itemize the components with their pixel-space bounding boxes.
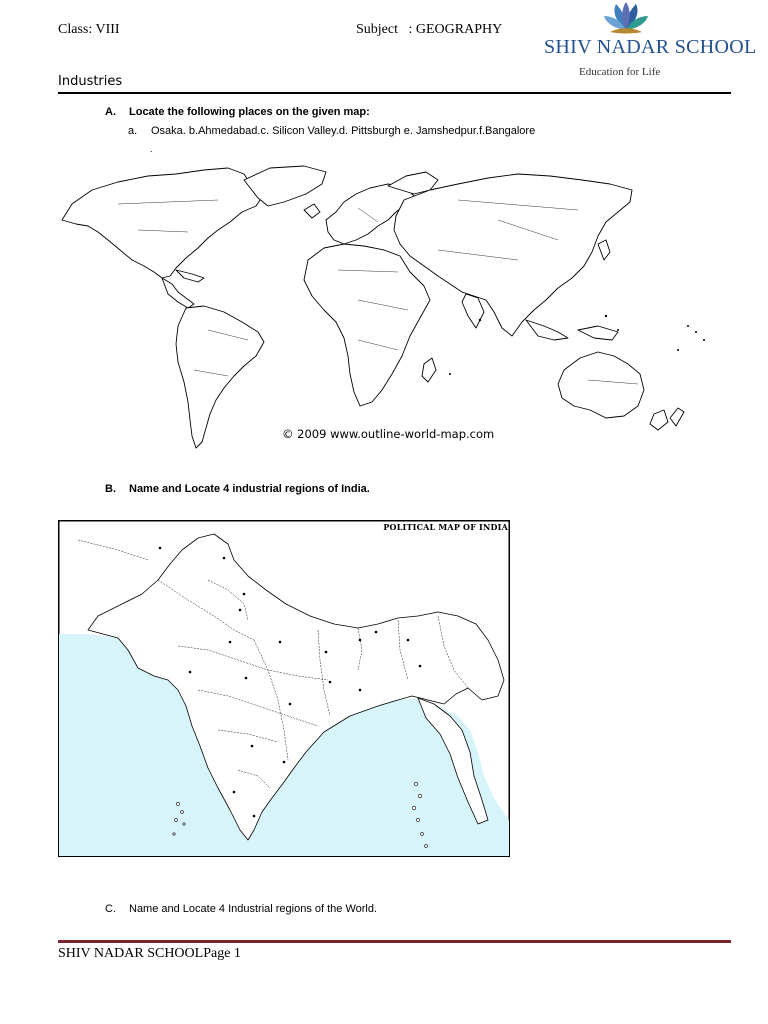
question-c bbox=[105, 903, 377, 915]
map-copyright: © 2009 www.outline-world-map.com bbox=[282, 427, 495, 441]
australia-shape bbox=[558, 352, 644, 418]
question-a-sub-text: Osaka. b.Ahmedabad.c. Silicon Valley.d. Pittsburgh e. Jamshedpur.f.Bangalore bbox=[151, 125, 536, 137]
topic-heading: Industries bbox=[58, 74, 123, 89]
class-label: Class: VIII bbox=[58, 22, 120, 37]
question-a-places bbox=[128, 125, 535, 137]
question-a-sub-label: a. bbox=[128, 125, 138, 137]
lotus-icon bbox=[540, 0, 715, 40]
world-outline-map bbox=[58, 160, 728, 452]
question-a-text: Locate the following places on the given map: bbox=[129, 106, 370, 118]
india-political-map bbox=[58, 520, 510, 857]
asia-shape bbox=[394, 174, 632, 336]
south-america-shape bbox=[176, 306, 264, 448]
india-map-title: POLITICAL MAP OF INDIA bbox=[383, 522, 508, 532]
school-name: SHIV NADAR SCHOOL bbox=[544, 36, 757, 58]
africa-shape bbox=[304, 244, 430, 406]
stray-dot: . bbox=[150, 144, 153, 154]
school-logo bbox=[540, 0, 757, 82]
question-b-label: B. bbox=[105, 483, 116, 495]
question-c-text: Name and Locate 4 Industrial regions of the World. bbox=[129, 903, 378, 915]
north-america-shape bbox=[62, 168, 264, 278]
question-b-text: Name and Locate 4 industrial regions of India. bbox=[129, 483, 370, 495]
footer-text: SHIV NADAR SCHOOLPage 1 bbox=[58, 946, 241, 961]
question-a-label: A. bbox=[105, 106, 116, 118]
question-b bbox=[105, 483, 370, 495]
question-a bbox=[105, 106, 370, 118]
header-rule bbox=[58, 92, 731, 94]
subject-label: Subject : GEOGRAPHY bbox=[356, 22, 503, 37]
question-c-label: C. bbox=[105, 903, 116, 915]
footer-rule bbox=[58, 940, 731, 943]
school-tagline: Education for Life bbox=[579, 66, 661, 78]
